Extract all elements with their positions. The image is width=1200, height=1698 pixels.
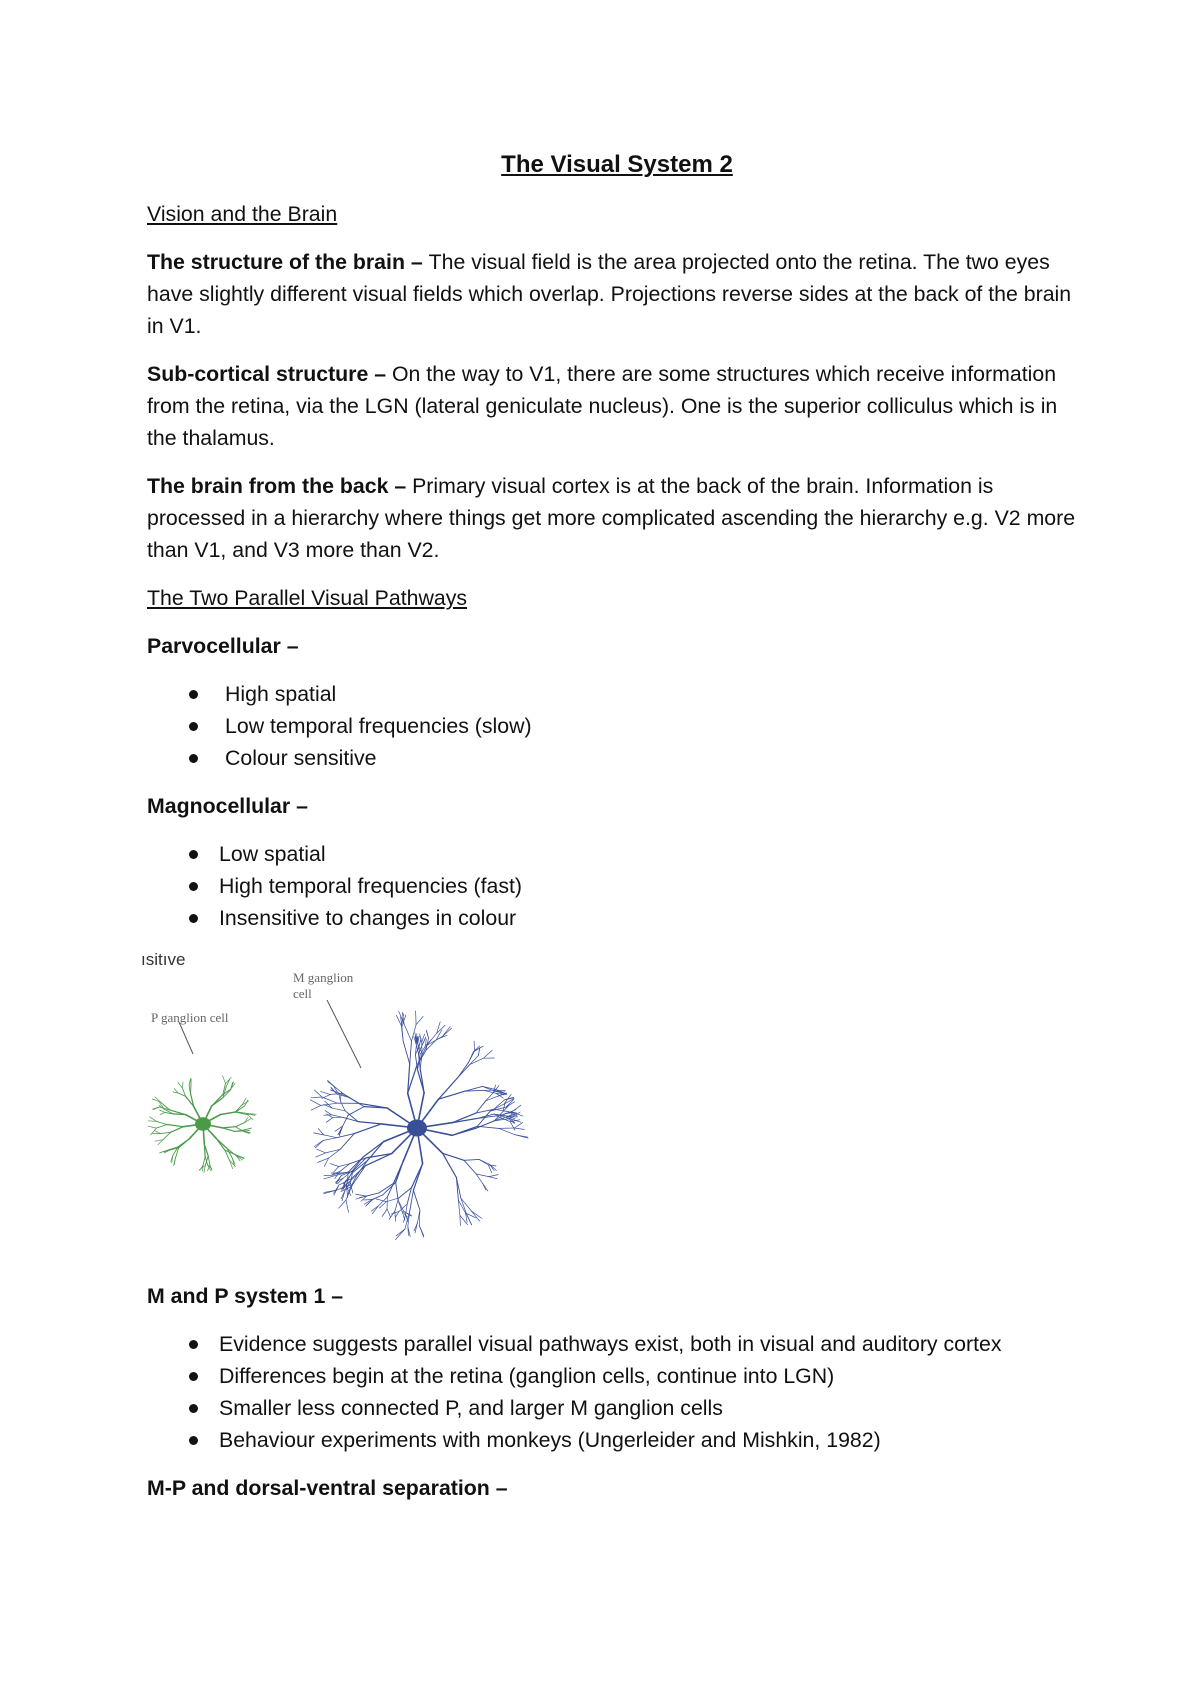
page-title: The Visual System 2 xyxy=(501,151,733,178)
dendrite-segment xyxy=(403,1041,410,1064)
dendrite-segment xyxy=(171,1127,184,1133)
m-ganglion-cell xyxy=(310,1011,528,1240)
dendrite-segment xyxy=(379,1202,386,1208)
figure-caption-fragment: ısitıve xyxy=(141,950,186,969)
dendrite-segment xyxy=(396,1182,398,1200)
dendrite-segment xyxy=(386,1198,398,1202)
dendrite-segment xyxy=(151,1128,157,1135)
cell-body xyxy=(407,1120,427,1137)
dendrite-segment xyxy=(179,1139,190,1148)
dendrite-segment xyxy=(479,1159,489,1164)
dendrite-segment xyxy=(236,1123,245,1127)
paragraph-lead: The structure of the brain – xyxy=(147,250,429,274)
dendrite-segment xyxy=(189,1085,190,1093)
dendrite-segment xyxy=(189,1079,190,1086)
dendrite-segment xyxy=(349,1097,365,1106)
dendrite-segment xyxy=(356,1194,367,1196)
dendrite-segment xyxy=(208,1156,210,1165)
list-item: Low spatial xyxy=(147,838,1087,870)
dendrite-segment xyxy=(156,1125,167,1129)
dendrite-segment xyxy=(452,1128,476,1135)
dendrite-segment xyxy=(396,1229,405,1236)
dendrite-segment xyxy=(340,1092,341,1101)
dendrite-segment xyxy=(464,1159,479,1160)
dendrite-segment xyxy=(477,1111,490,1126)
dendrite-segment xyxy=(468,1052,473,1063)
list-item: Smaller less connected P, and larger M ganglion cells xyxy=(147,1392,1087,1424)
dendrite-segment xyxy=(420,1054,422,1069)
dendrite-segment xyxy=(310,1100,321,1106)
dendrite-segment xyxy=(489,1175,498,1177)
paragraph-text: The visual field is the area projected onto the retina. The two eyes have slightly different visual fields which overlap. Projections reverse sides at the back of the brain in V1. xyxy=(147,250,1072,338)
dendrite-segment xyxy=(489,1177,497,1179)
dendrite-segment xyxy=(221,1112,237,1115)
dendrite-segment xyxy=(212,1095,223,1106)
paragraph-sub-cortical xyxy=(147,358,1087,454)
dendrite-segment xyxy=(404,1024,411,1041)
dendrite-segment xyxy=(348,1175,357,1183)
dendrite-segment xyxy=(316,1153,326,1157)
dendrite-segment xyxy=(178,1083,183,1089)
dendrite-segment xyxy=(322,1094,330,1098)
dendrite-segment xyxy=(322,1097,338,1103)
dendrite-segment xyxy=(464,1160,476,1174)
dendrite-segment xyxy=(343,1115,349,1126)
dendrite-segment xyxy=(203,1157,205,1166)
list-item: Behaviour experiments with monkeys (Ungerleider and Mishkin, 1982) xyxy=(147,1424,1087,1456)
p-ganglion-label: P ganglion cell xyxy=(151,1010,229,1025)
dendrite-segment xyxy=(515,1135,528,1138)
list-item: Differences begin at the retina (ganglion cells, continue into LGN) xyxy=(147,1360,1087,1392)
dendrite-segment xyxy=(363,1142,384,1158)
dendrite-segment xyxy=(311,1105,321,1110)
dendrite-segment xyxy=(321,1092,331,1095)
dendrite-segment xyxy=(332,1108,345,1111)
list-item: High temporal frequencies (fast) xyxy=(147,870,1087,902)
dendrite-segment xyxy=(416,1011,417,1025)
dendrite-segment xyxy=(244,1119,250,1123)
paragraph-lead: The brain from the back – xyxy=(147,474,413,498)
dendrite-segment xyxy=(148,1126,157,1128)
dendrite-segment xyxy=(334,1167,339,1173)
magnocellular-list xyxy=(147,838,1087,934)
document-body xyxy=(141,150,1087,1520)
mp-system-list xyxy=(147,1328,1087,1456)
dendrite-segment xyxy=(244,1128,251,1130)
dendrite-segment xyxy=(367,1193,379,1196)
dendrite-segment xyxy=(173,1114,185,1115)
dendrite-segment xyxy=(330,1164,339,1167)
dendrite-segment xyxy=(460,1215,461,1225)
dendrite-segment xyxy=(223,1127,236,1128)
parvocellular-label: Parvocellular – xyxy=(147,634,299,658)
m-label-pointer xyxy=(327,1000,361,1068)
section-heading-pathways: The Two Parallel Visual Pathways xyxy=(147,586,468,610)
dendrite-segment xyxy=(327,1114,333,1118)
dendrite-segment xyxy=(223,1128,235,1132)
dendrite-segment xyxy=(364,1107,387,1108)
dendrite-segment xyxy=(324,1135,337,1138)
dendrite-segment xyxy=(419,1038,421,1045)
p-label-pointer xyxy=(179,1022,193,1054)
dendrite-segment xyxy=(499,1128,515,1134)
dendrite-segment xyxy=(167,1125,183,1127)
mp-separation-label: M-P and dorsal-ventral separation – xyxy=(147,1476,508,1500)
dendrite-segment xyxy=(461,1198,472,1211)
dendrite-segment xyxy=(182,1082,183,1088)
dendrite-segment xyxy=(457,1064,470,1078)
dendrite-segment xyxy=(160,1112,165,1114)
paragraph-brain-from-back xyxy=(147,470,1087,566)
dendrite-segment xyxy=(346,1200,349,1212)
dendrite-segment xyxy=(427,1031,429,1039)
list-item: High spatial xyxy=(147,678,1087,710)
dendrite-segment xyxy=(223,1076,226,1084)
dendrite-segment xyxy=(159,1110,165,1113)
paragraph-lead: Sub-cortical structure – xyxy=(147,362,392,386)
dendrite-segment xyxy=(323,1138,337,1141)
dendrite-segment xyxy=(317,1149,326,1153)
list-item: Low temporal frequencies (slow) xyxy=(147,710,1087,742)
dendrite-segment xyxy=(358,1122,381,1124)
list-item: Evidence suggests parallel visual pathways exist, both in visual and auditory cortex xyxy=(147,1328,1087,1360)
dendrite-segment xyxy=(488,1165,496,1166)
dendrite-segment xyxy=(394,1161,404,1183)
dendrite-segment xyxy=(372,1195,383,1200)
dendrite-segment xyxy=(494,1109,508,1111)
dendrite-segment xyxy=(514,1122,522,1128)
section-heading-vision-brain: Vision and the Brain xyxy=(147,202,338,226)
dendrite-segment xyxy=(354,1124,381,1134)
dendrite-segment xyxy=(156,1121,167,1124)
dendrite-segment xyxy=(328,1082,334,1087)
p-ganglion-cell xyxy=(148,1076,256,1173)
dendrite-segment xyxy=(326,1118,332,1123)
dendrite-segment xyxy=(398,1200,402,1211)
dendrite-segment xyxy=(470,1058,484,1064)
dendrite-segment xyxy=(340,1101,345,1111)
magnocellular-label: Magnocellular – xyxy=(147,794,308,818)
dendrite-segment xyxy=(368,1142,384,1161)
paragraph-text: Primary visual cortex is at the back of the brain. Information is processed in a hierarchy where things get more complicated ascending the hierarchy e.g. V2 more than V1, and V3 more than V2. xyxy=(147,474,1076,562)
dendrite-segment xyxy=(325,1111,332,1115)
dendrite-segment xyxy=(410,1041,412,1064)
dendrite-segment xyxy=(348,1107,364,1116)
dendrite-segment xyxy=(512,1105,521,1112)
dendrite-segment xyxy=(413,1190,420,1210)
dendrite-segment xyxy=(324,1176,335,1179)
dendrite-segment xyxy=(382,1209,387,1217)
cell-body xyxy=(195,1117,211,1131)
dendrite-segment xyxy=(483,1183,488,1191)
dendrite-segment xyxy=(416,1017,423,1025)
dendrite-segment xyxy=(314,1090,322,1097)
dendrite-segment xyxy=(419,1226,424,1236)
dendrite-segment xyxy=(412,1164,423,1188)
mp-system-label: M and P system 1 – xyxy=(147,1284,344,1308)
dendrite-segment xyxy=(217,1139,225,1151)
dendrite-segment xyxy=(332,1115,343,1117)
paragraph-structure-of-brain xyxy=(147,246,1087,342)
dendrite-segment xyxy=(311,1097,322,1098)
dendrite-segment xyxy=(514,1128,524,1130)
paragraph-text: On the way to V1, there are some structures which receive information from the retina, via the LGN (lateral geniculate nucleus). One is the superior colliculus which is in the thalamus. xyxy=(147,362,1058,450)
ganglion-cells-figure xyxy=(141,950,561,1262)
dendrite-segment xyxy=(315,1141,324,1147)
m-ganglion-label: M ganglion cell xyxy=(293,970,354,1001)
list-item: Insensitive to changes in colour xyxy=(147,902,1087,934)
dendrite-segment xyxy=(364,1200,372,1201)
dendrite-segment xyxy=(387,1209,391,1217)
dendrite-segment xyxy=(484,1050,493,1058)
dendrite-segment xyxy=(396,1229,405,1240)
list-item: Colour sensitive xyxy=(147,742,1087,774)
dendrite-segment xyxy=(339,1200,346,1208)
parvocellular-list xyxy=(147,678,1087,774)
